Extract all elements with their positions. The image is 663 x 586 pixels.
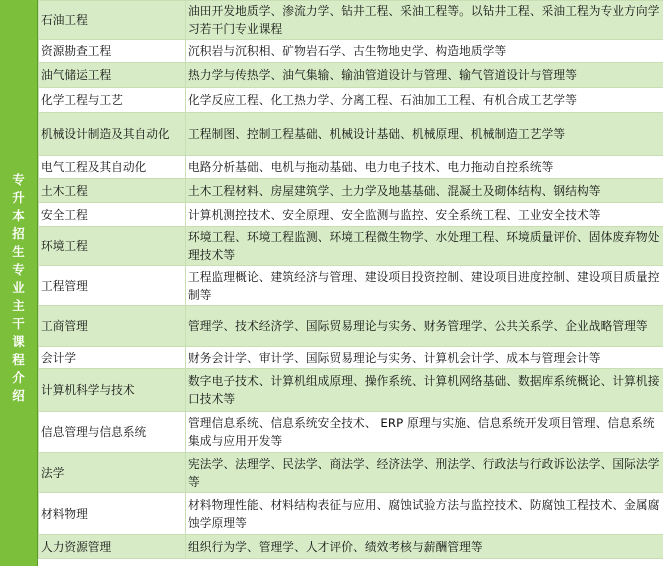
major-courses: 沉积岩与沉积相、矿物岩石学、古生物地史学、构造地质学等	[186, 40, 663, 63]
major-name: 工程管理	[39, 266, 186, 306]
table-row	[39, 203, 663, 227]
table-row	[39, 347, 663, 369]
major-name: 化学工程与工艺	[39, 88, 186, 113]
table-row	[39, 88, 663, 113]
major-name: 石油工程	[39, 1, 186, 40]
major-courses: 材料物理性能、材料结构表征与应用、腐蚀试验方法与监控技术、防腐蚀工程技术、金属腐蚀学原理等	[186, 493, 663, 535]
page-bottom-margin	[0, 566, 663, 586]
table-row	[39, 227, 663, 266]
major-courses: 财务会计学、审计学、国际贸易理论与实务、计算机会计学、成本与管理会计等	[186, 347, 663, 369]
table-row	[39, 266, 663, 306]
major-name: 会计学	[39, 347, 186, 369]
table-row	[39, 63, 663, 88]
major-courses: 电路分析基础、电机与拖动基础、电力电子技术、电力拖动自控系统等	[186, 156, 663, 179]
major-courses: 热力学与传热学、油气集输、输油管道设计与管理、输气管道设计与管理等	[186, 63, 663, 88]
major-name: 资源勘查工程	[39, 40, 186, 63]
side-label: 专升本招生专业主干课程介绍	[12, 172, 25, 403]
major-courses: 管理信息系统、信息系统安全技术、 ERP 原理与实施、信息系统开发项目管理、信息系统集成与应用开发等	[186, 412, 663, 453]
major-name: 法学	[39, 453, 186, 493]
major-name: 机械设计制造及其自动化	[39, 113, 186, 156]
major-name: 电气工程及其自动化	[39, 156, 186, 179]
major-name: 土木工程	[39, 179, 186, 203]
table-row	[39, 453, 663, 493]
table-row	[39, 156, 663, 179]
major-courses: 宪法学、法理学、民法学、商法学、经济法学、刑法学、行政法与行政诉讼法学、国际法学等	[186, 453, 663, 493]
major-name: 环境工程	[39, 227, 186, 266]
table-row	[39, 535, 663, 559]
table-row	[39, 40, 663, 63]
table-row	[39, 306, 663, 347]
major-courses: 计算机测控技术、安全原理、安全监测与监控、安全系统工程、工业安全技术等	[186, 203, 663, 227]
major-name: 计算机科学与技术	[39, 369, 186, 412]
major-courses: 工程监理概论、建筑经济与管理、建设项目投资控制、建设项目进度控制、建设项目质量控制等	[186, 266, 663, 306]
table-row	[39, 369, 663, 412]
major-name: 材料物理	[39, 493, 186, 535]
side-label-cell	[0, 0, 38, 566]
major-courses: 油田开发地质学、渗流力学、钻井工程、采油工程等。以钻井工程、采油工程为专业方向学习若干门专业课程	[186, 1, 663, 40]
major-courses: 土木工程材料、房屋建筑学、土力学及地基基础、混凝土及砌体结构、钢结构等	[186, 179, 663, 203]
table-row	[39, 113, 663, 156]
major-name: 信息管理与信息系统	[39, 412, 186, 453]
major-courses: 工程制图、控制工程基础、机械设计基础、机械原理、机械制造工艺学等	[186, 113, 663, 156]
table-row	[39, 1, 663, 40]
major-name: 工商管理	[39, 306, 186, 347]
major-courses: 化学反应工程、化工热力学、分离工程、石油加工工程、有机合成工艺学等	[186, 88, 663, 113]
major-courses: 管理学、技术经济学、国际贸易理论与实务、财务管理学、公共关系学、企业战略管理等	[186, 306, 663, 347]
major-name: 安全工程	[39, 203, 186, 227]
major-courses: 组织行为学、管理学、人才评价、绩效考核与薪酬管理等	[186, 535, 663, 559]
major-name: 人力资源管理	[39, 535, 186, 559]
major-name: 油气储运工程	[39, 63, 186, 88]
major-courses: 环境工程、环境工程监测、环境工程微生物学、水处理工程、环境质量评价、固体废弃物处理技术等	[186, 227, 663, 266]
major-courses: 数字电子技术、计算机组成原理、操作系统、计算机网络基础、数据库系统概论、计算机接口技术等	[186, 369, 663, 412]
table-row	[39, 412, 663, 453]
major-course-table	[38, 0, 663, 559]
table-row	[39, 179, 663, 203]
table-row	[39, 493, 663, 535]
